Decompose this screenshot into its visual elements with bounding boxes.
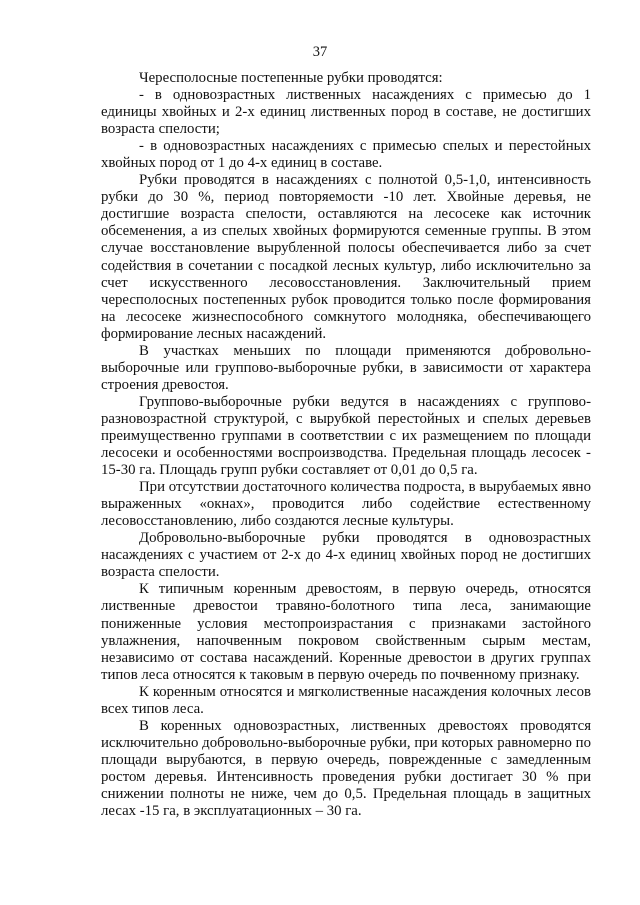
document-body: [101, 70, 591, 820]
paragraph-native-even-aged: В коренных одновозрастных, лиственных древостоях проводятся исключительно добровольно-выборочные рубки, при которых равномерно по площади вырубаются, в первую очередь, поврежденные с замедленным ростом деревья. Интенсивность проведения рубки достигает 30 % при снижении полноты не ниже, чем до 0,5. Предельная площадь в защитных лесах -15 га, в эксплуатационных – 30 га.: [101, 717, 591, 820]
paragraph-voluntary-selective: Добровольно-выборочные рубки проводятся в одновозрастных насаждениях с участием от 2-х до 4-х единиц хвойных пород не достигших возраста спелости.: [101, 530, 591, 581]
paragraph-soft-leaved: К коренным относятся и мягколиственные насаждения колочных лесов всех типов леса.: [101, 683, 591, 717]
paragraph-strip-cutting: Рубки проводятся в насаждениях с полнотой 0,5-1,0, интенсивность рубки до 30 %, период повторяемости -10 лет. Хвойные деревья, не достигшие возраста спелости, оставляются на лесосеке как источник обсеменения, а из спелых хвойных формируются семенные группы. В этом случае восстановление вырубленной полосы обеспечивается либо за счет содействия в сочетании с посадкой лесных культур, либо исключительно за счет искусственного лесовосстановления. Заключительный прием чересполосных постепенных рубок проводится только после формирования на лесосеке жизнеспособного сомкнутого молодняка, обеспечивающего формирование лесных насаждений.: [101, 172, 591, 342]
paragraph-smaller-plots: В участках меньших по площади применяются добровольно-выборочные или группово-выборочные рубки, в зависимости от характера строения древостоя.: [101, 342, 591, 393]
paragraph-list-item-1: - в одновозрастных лиственных насаждениях с примесью до 1 единицы хвойных и 2-х единиц лиственных пород в составе, не достигших возраста спелости;: [101, 87, 591, 138]
paragraph-native-stands: К типичным коренным древостоям, в первую очередь, относятся лиственные древостои травяно-болотного типа леса, занимающие пониженные условия местопроизрастания с признаками застойного увлажнения, напочвенным покровом свойственным сырым местам, независимо от состава насаждений. Коренные древостои в других группах типов леса относятся к таковым в первую очередь по почвенному признаку.: [101, 581, 591, 683]
page-number: 37: [312, 44, 328, 60]
paragraph-intro: Чересполосные постепенные рубки проводятся:: [139, 70, 443, 86]
paragraph-list-item-2: - в одновозрастных насаждениях с примесью спелых и перестойных хвойных пород от 1 до 4-х единиц в составе.: [101, 138, 591, 172]
paragraph-group-selective: Группово-выборочные рубки ведутся в насаждениях с группово-разновозрастной структурой, с вырубкой перестойных и спелых деревьев преимущественно группами в соответствии с их размещением по площади лесосеки и особенностями воспроизводства. Предельная площадь лесосек - 15-30 га. Площадь групп рубки составляет от 0,01 до 0,5 га.: [101, 393, 591, 479]
paragraph-undergrowth: При отсутствии достаточного количества подроста, в вырубаемых явно выраженных «окнах», проводится либо содействие естественному лесовосстановлению, либо создаются лесные культуры.: [101, 479, 591, 530]
